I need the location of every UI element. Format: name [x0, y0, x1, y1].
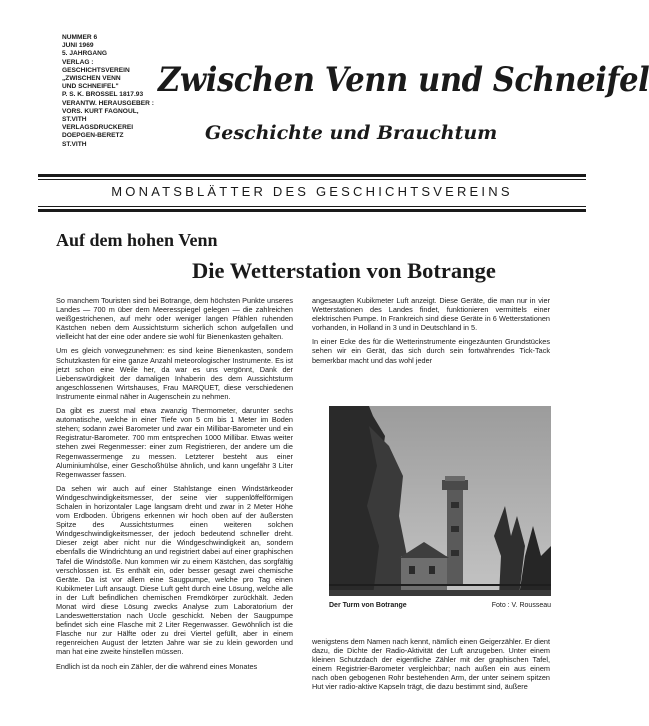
- publication-info-line: VERANTW. HERAUSGEBER :: [62, 99, 154, 107]
- article-paragraph: Da gibt es zuerst mal etwa zwanzig Thermometer, darunter sechs automatische, welche in einer Tiefe von 5 cm bis 1 Meter im Boden stehen; sodann zwei Barometer und zwar ein Millibar-Barometer und ein Registratur-Barometer. 700 mm entsprechen 1000 Millibar. Etwas weiter stehen zwei Regenmesser: einer zum Registrieren, der andere um die Regenwassermenge zu messen. Letzterer besteht aus einer Aluminiumhülse, einer Geschoßhülse ähnlich, und kann ungefähr 3 Liter Regenwasser fassen.: [56, 406, 293, 479]
- publication-info-line: ST.VITH: [62, 140, 87, 148]
- publication-info-line: VERLAGSDRUCKEREI: [62, 124, 134, 132]
- publication-info-line: UND SCHNEIFEL": [62, 83, 119, 91]
- publication-info-line: „ZWISCHEN VENN: [62, 75, 121, 83]
- article-headline: Die Wetterstation von Botrange: [192, 258, 496, 283]
- article-column-right-top: [312, 296, 550, 370]
- article-kicker: Auf dem hohen Venn: [56, 230, 218, 250]
- tower-photo: [329, 406, 551, 596]
- article-paragraph: Da sehen wir auch auf einer Stahlstange einen Windstärkeoder Windgeschwindigkeitsmesser, der seine vier suppenlöffelförmigen Schalen in horizontaler Lage langsam dreht und zwar in 2 Meter Höhe vom Erdboden. Übrigens erkennen wir hoch oben auf der äußersten Spitze des Aussichtsturmes einen weiteren solchen Windgeschwindigkeitsmesser, der jedoch bedeutend schneller dreht. Dieser zeigt aber nicht nur die Windgeschwindigkeit an, sondern ebenfalls die Windrichtung an und registriert dabei auf einer graphischen Tafel die Windstöße. Nun kommen wir zu einem Kästchen, das sorgfältig verschlossen ist. Es enthält ein, oder besser gesagt zwei chemische Geräte. Da ist vor allem eine Saugpumpe, welche pro Tag einen Kubikmeter Luft ansaugt. Diese Luft geht durch eine Lösung, welche alle in der Luft befindlichen chemischen Fremdkörper zurückhält. Jeden Monat wird diese Lösung zwecks Analyse zum Laboratorium der Landeswetterstation nach Uccle geschickt. Neben der Saugpumpe befindet sich eine Flasche mit 2 Liter Regenwasser. Gewöhnlich ist die Flasche nur zur Hälfte oder zu drei Viertel gefüllt, aber in einem regenreichen August der letzten Jahre war sie zu klein geworden und man hat eine zweite hinstellen müssen.: [56, 483, 293, 657]
- publication-info: [62, 34, 162, 149]
- publication-info-line: NUMMER 6: [62, 34, 98, 41]
- article-column-left: [56, 296, 293, 676]
- publication-info-line: P. S. K. BROSSEL 1817.93: [62, 91, 144, 99]
- publication-info-line: VERLAG :: [62, 58, 94, 66]
- publication-info-line: 5. JAHRGANG: [62, 50, 108, 58]
- article-paragraph: In einer Ecke des für die Wetterinstrumente eingezäunten Grundstückes sehen wir ein Gerät, das sich durch sein fortwährendes Tick-Tack bemerkbar macht und das wohl jeder: [312, 337, 550, 365]
- bulletin-banner: MONATSBLÄTTER DES GESCHICHTSVEREINS: [111, 184, 513, 199]
- article-paragraph: Um es gleich vorwegzunehmen: es sind keine Bienenkasten, sondern Schutzkasten für eine ganze Anzahl meteorologischer Instrumente. Es ist jetzt schon eine Weile her, da war es uns vergönnt, Dank der Liebenswürdigkeit der damaligen Inhaberin des dem Aussichtsturm angeschlossenen Wirtshauses, Frau MARQUET, diese verschiedenen Instrumente einmal näher in Augenschein zu nehmen.: [56, 346, 293, 401]
- article-paragraph: angesaugten Kubikmeter Luft anzeigt. Diese Geräte, die man nur in vier Wetterstationen des Landes findet, funktionieren vermittels einer elektrischen Pumpe. In Frankreich sind diese Geräte in 6 Wetterstationen vorhanden, in Holland in 3 und in Deutschland in 5.: [312, 296, 550, 333]
- article-paragraph: Endlich ist da noch ein Zähler, der die während eines Monates: [56, 661, 258, 671]
- tower-photo-image: [329, 406, 551, 596]
- article-paragraph: So manchem Touristen sind bei Botrange, dem höchsten Punkte unseres Landes — 700 m über dem Meeresspiegel gelegen — die zahlreichen weißgestrichenen, auf mehr oder weniger langen Pfählen ruhenden Kästchen neben dem Aussichtsturm sicherlich schon aufgefallen und vielleicht hat der eine oder andere sie wohl für Bienenkasten gehalten.: [56, 296, 293, 342]
- divider-rule: [38, 179, 586, 180]
- masthead-subtitle: Geschichte und Brauchtum: [205, 122, 498, 144]
- article-paragraph: wenigstens dem Namen nach kennt, nämlich einen Geigerzähler. Er dient dazu, die Dichte der Radio-Aktivität der Luft anzugeben. Unter einem kleinen Schutzdach der eigentliche Zähler mit der graphischen Tafel, einem Registrier-Barometer vergleichbar; nach außen ein aus einem nach oben gebogenen Rohr bestehenden Arm, der unter seinem spitzen Hut vier radio-aktive Kapseln trägt, die dazu bestimmt sind, äußere: [312, 637, 550, 692]
- divider-rule: [38, 209, 586, 212]
- publication-info-line: JUNI 1969: [62, 42, 94, 50]
- divider-rule: [38, 174, 586, 177]
- publication-info-line: GESCHICHTSVEREIN: [62, 66, 130, 74]
- publication-info-line: VORS. KURT FAGNOUL,: [62, 107, 139, 115]
- photo-caption: Der Turm von Botrange: [329, 602, 407, 609]
- publication-info-line: DOEPGEN-BERETZ: [62, 132, 124, 140]
- article-column-right-bottom: [312, 637, 550, 697]
- masthead-title: Zwischen Venn und Schneifel: [158, 60, 649, 100]
- publication-info-line: ST.VITH: [62, 116, 87, 124]
- divider-rule: [38, 206, 586, 207]
- photo-credit: Foto : V. Rousseau: [491, 602, 551, 609]
